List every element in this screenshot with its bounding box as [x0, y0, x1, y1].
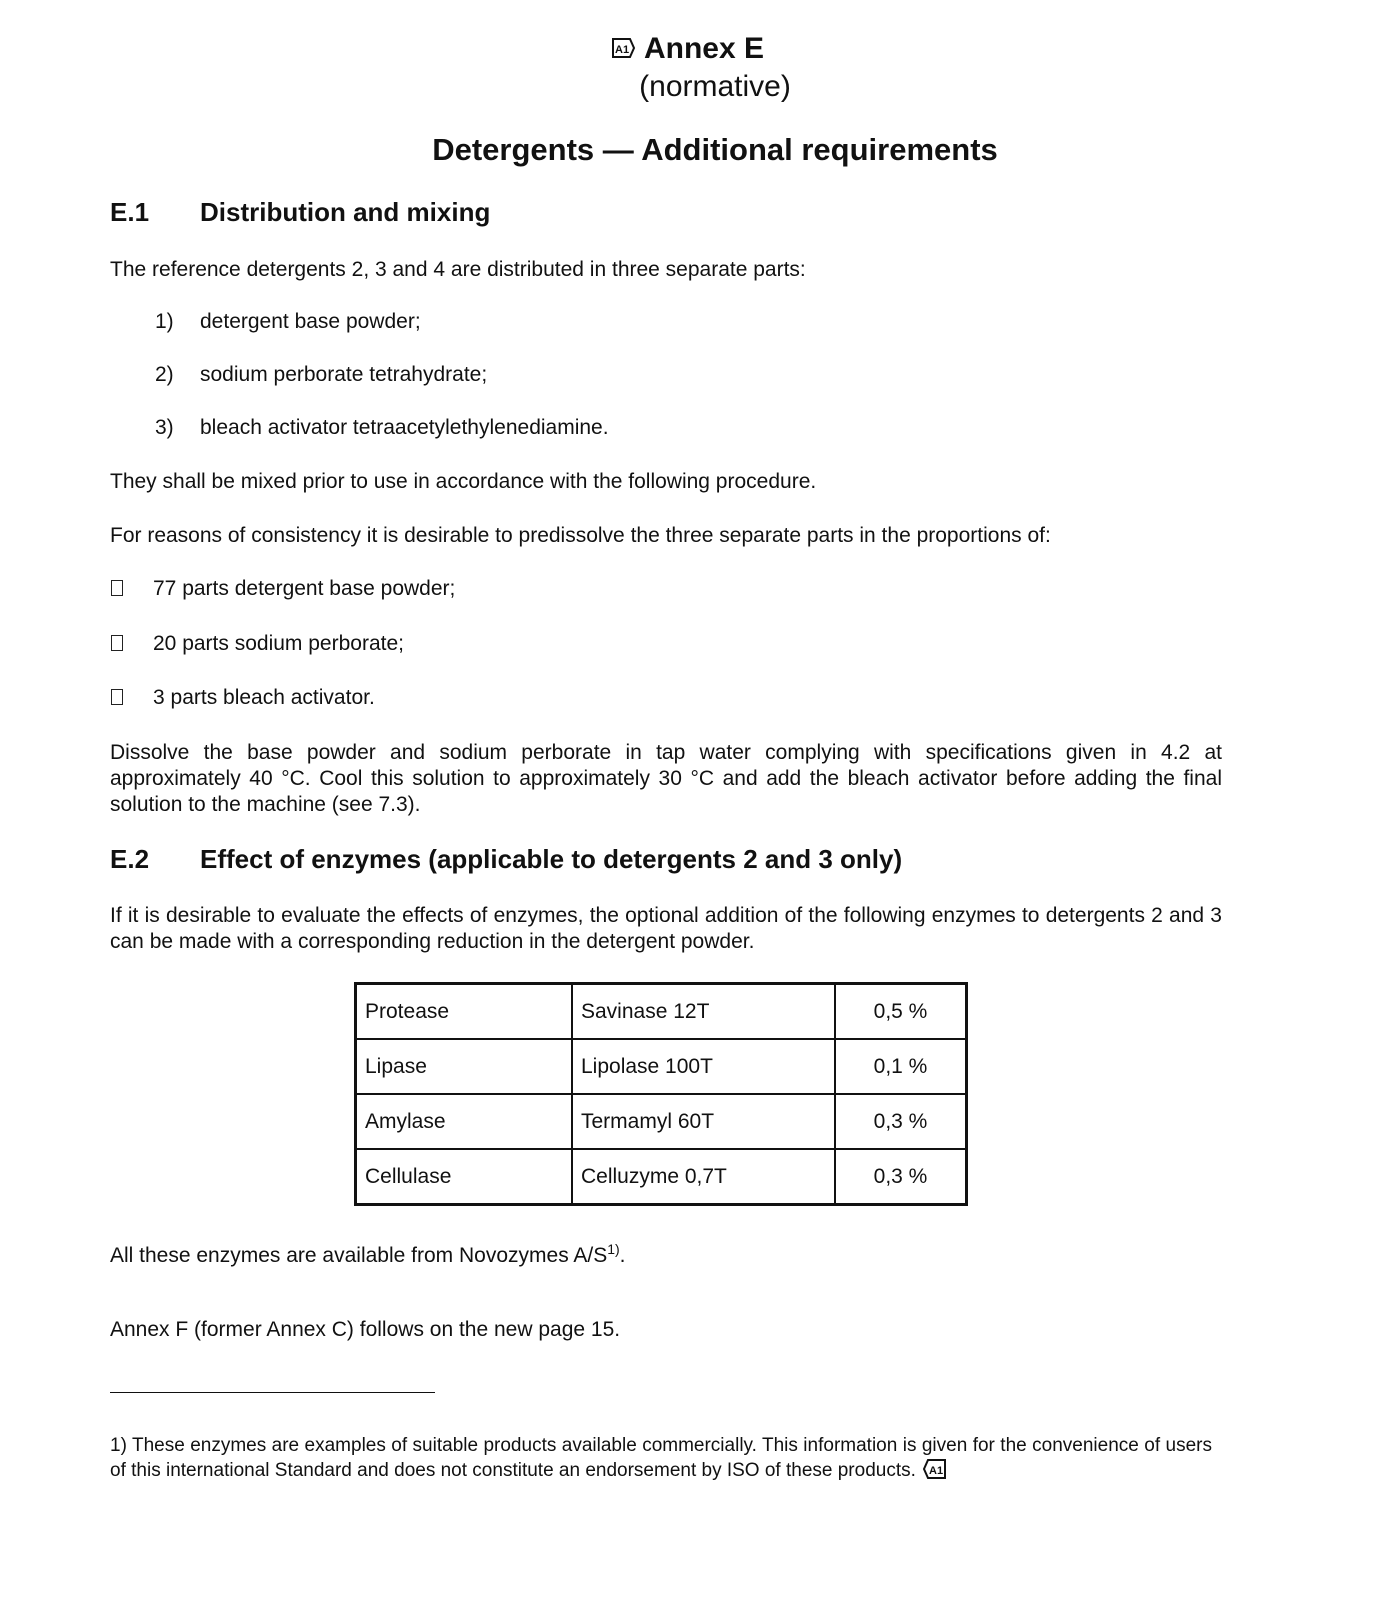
section-number: E.2 — [110, 844, 150, 874]
svg-text:A1: A1 — [928, 1465, 943, 1477]
footnote-text: 1) These enzymes are examples of suitable products available commercially. This information is given for the convenience of users of this international Standard and does not constitute an endorsement by ISO of these products. — [110, 1435, 1212, 1481]
list-item: 3) bleach activator tetraacetylethylenediamine. — [155, 416, 609, 439]
annex-heading: Detergents — Additional requirements — [432, 132, 998, 167]
paragraph-availability: All these enzymes are available from Novozymes $A/S^{1)}$. — [110, 1241, 626, 1267]
table-row: Protease Savinase 12T 0,5 % — [356, 984, 967, 1040]
paragraph-enzymes: If it is desirable to evaluate the effects of enzymes, the optional addition of the following enzymes to detergents 2 and 3 can be made with a corresponding reduction in the detergent powder. — [110, 904, 1222, 953]
list-item: 77 parts detergent base powder; — [110, 577, 455, 601]
bullet-box-icon — [111, 635, 123, 651]
section-heading-e1 — [110, 197, 490, 228]
amendment-end-icon — [922, 1458, 948, 1487]
amendment-start-icon — [610, 33, 636, 67]
section-title: Effect of enzymes (applicable to detergents 2 and 3 only) — [200, 844, 903, 874]
paragraph-dissolve: Dissolve the base powder and sodium perborate in tap water complying with specifications given in 4.2 at approximately 40 °C. Cool this solution to approximately 30 °C and add the bleach activator before adding the final solution to the machine (see 7.3). — [110, 741, 1222, 816]
table-row: Cellulase Celluzyme 0,7T 0,3 % — [356, 1149, 967, 1205]
list-item: 20 parts sodium perborate; — [110, 632, 404, 656]
footnote-divider — [110, 1392, 435, 1393]
section-title: Distribution and mixing — [200, 197, 491, 227]
section-heading-e2 — [110, 844, 902, 875]
enzyme-table — [354, 982, 968, 1206]
table-row: Amylase Termamyl 60T 0,3 % — [356, 1094, 967, 1149]
list-item: 3 parts bleach activator. — [110, 686, 375, 710]
annex-subtitle: (normative) — [639, 70, 791, 103]
annex-title-text: Annex E — [643, 32, 765, 65]
annex-title — [0, 32, 1374, 67]
paragraph-mixing: They shall be mixed prior to use in accordance with the following procedure. — [110, 470, 817, 493]
paragraph-distribution: The reference detergents 2, 3 and 4 are distributed in three separate parts: — [110, 258, 806, 281]
bullet-box-icon — [111, 580, 123, 596]
svg-text:A1: A1 — [614, 44, 630, 57]
footnote — [110, 1434, 1212, 1487]
paragraph-proportions: For reasons of consistency it is desirable to predissolve the three separate parts in the proportions of: — [110, 524, 1051, 547]
list-item: 2) sodium perborate tetrahydrate; — [155, 363, 488, 386]
table-row: Lipase Lipolase 100T 0,1 % — [356, 1039, 967, 1094]
paragraph-follow: Annex F (former Annex C) follows on the new page 15. — [110, 1318, 621, 1341]
bullet-box-icon — [111, 689, 123, 705]
section-number: E.1 — [110, 197, 150, 227]
list-item: 1) detergent base powder; — [155, 310, 421, 333]
footnote-reference[interactable]: 1) — [607, 1241, 620, 1257]
